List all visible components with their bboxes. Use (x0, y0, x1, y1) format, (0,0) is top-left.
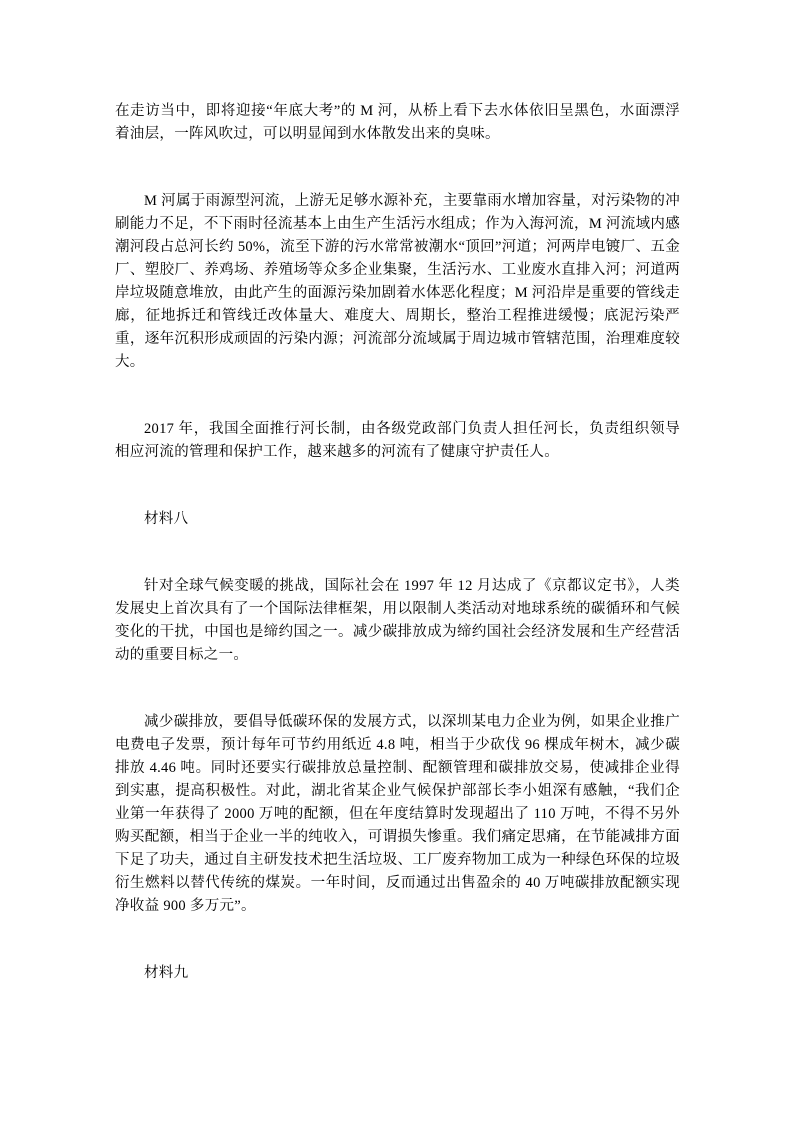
paragraph-river-chief-system: 2017 年，我国全面推行河长制，由各级党政部门负责人担任河长，负责组织领导相应河流的管理和保护工作，越来越多的河流有了健康守护责任人。 (115, 421, 680, 460)
material-eight-heading: 材料八 (144, 511, 189, 527)
paragraph-carbon-reduction: 减少碳排放，要倡导低碳环保的发展方式，以深圳某电力企业为例，如果企业推广电费电子发票，预计每年可节约用纸近 4.8 吨，相当于少砍伐 96 棵成年树木，减少碳排放 4.46 吨。同时还要实行碳排放总量控制、配额管理和碳排放交易，使减排企业得到实惠，提高积极性。对此，湖北省某企业气候保护部部长李小姐深有感触，“我们企业第一年获得了 2000 万吨的配额，但在年度结算时发现超出了 110 万吨，不得不另外购买配额，相当于企业一半的纯收入，可谓损失惨重。我们痛定思痛，在节能减排方面下足了功夫，通过自主研发技术把生活垃圾、工厂废弃物加工成为一种绿色环保的垃圾衍生燃料以替代传统的煤炭。一年时间，反而通过出售盈余的 40 万吨碳排放配额实现净收益 900 多万元”。 (115, 714, 680, 914)
paragraph-river-description: M 河属于雨源型河流，上游无足够水源补充，主要靠雨水增加容量，对污染物的冲刷能力不足，不下雨时径流基本上由生产生活污水组成；作为入海河流，M 河流域内感潮河段占总河长约 50%，流至下游的污水常常被潮水“顶回”河道；河两岸电镀厂、五金厂、塑胶厂、养鸡场、养殖场等众多企业集聚，生活污水、工业废水直排入河；河道两岸垃圾随意堆放，由此产生的面源污染加剧着水体恶化程度；M 河沿岸是重要的管线走廊，征地拆迁和管线迁改体量大、难度大、周期长，整治工程推进缓慢；底泥污染严重，逐年沉积形成顽固的污染内源；河流部分流域属于周边城市管辖范围，治理难度较大。 (115, 193, 680, 370)
material-nine-heading: 材料九 (144, 965, 189, 981)
paragraph-kyoto-protocol: 针对全球气候变暖的挑战，国际社会在 1997 年 12 月达成了《京都议定书》，人类发展史上首次具有了一个国际法律框架，用以限制人类活动对地球系统的碳循环和气候变化的干扰，中国也是缔约国之一。减少碳排放成为缔约国社会经济发展和生产经营活动的重要目标之一。 (115, 578, 680, 663)
paragraph-river-visit: 在走访当中，即将迎接“年底大考”的 M 河，从桥上看下去水体依旧呈黑色，水面漂浮着油层，一阵风吹过，可以明显闻到水体散发出来的臭味。 (115, 103, 680, 142)
